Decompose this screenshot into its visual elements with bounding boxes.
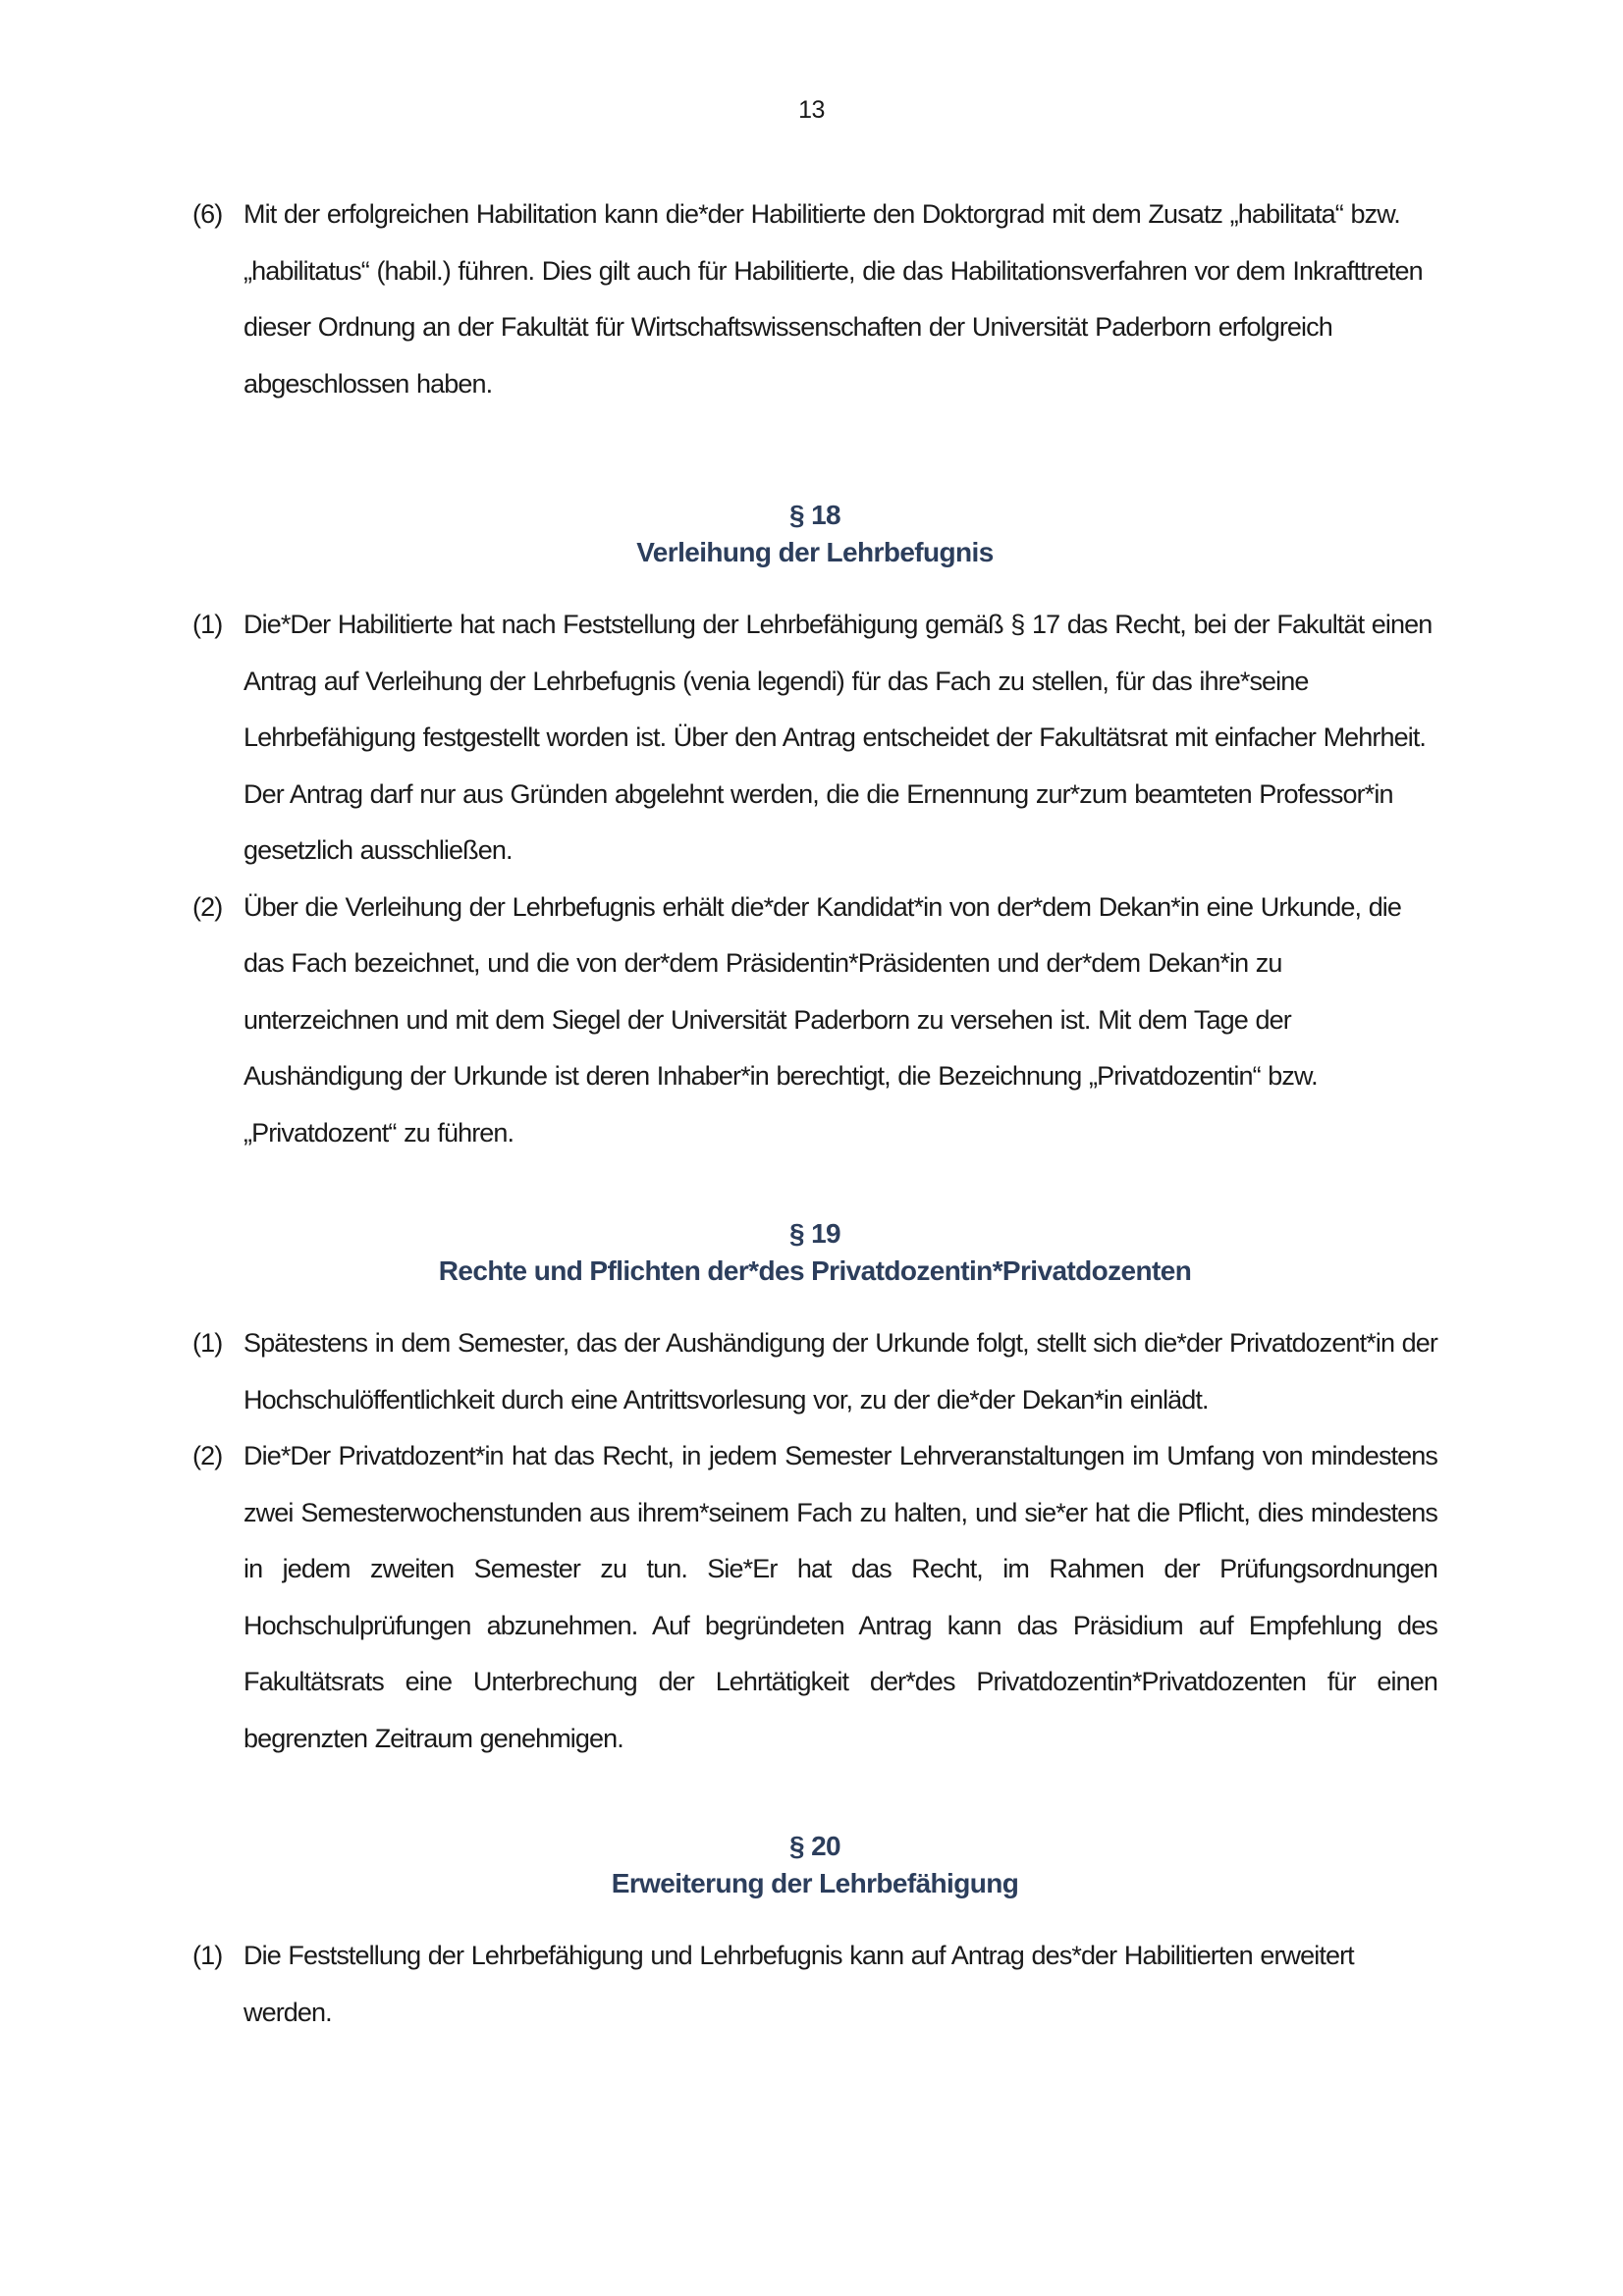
section-heading-18 xyxy=(192,497,1437,571)
section-number: § 19 xyxy=(788,1218,841,1249)
paragraph-number: (1) xyxy=(192,610,223,639)
paragraph-17-6 xyxy=(192,187,1437,412)
section-number: § 18 xyxy=(788,500,841,530)
paragraph-18-2 xyxy=(192,880,1437,1162)
paragraph-text: Die*Der Privatdozent*in hat das Recht, in jedem Semester Lehrveranstaltungen im Umfang von mindestens zwei Semesterwochenstunden aus ihrem*seinem Fach zu halten, und sie*er hat die Pflicht, dies mindestens in jedem zweiten Semester zu tun. Sie*Er hat das Recht, im Rahmen der Prüfungsordnungen Hochschulprüfungen abzunehmen. Auf begründeten Antrag kann das Präsidium auf Empfehlung des Fakultätsrats eine Unterbrechung der Lehrtätigkeit der*des Privatdozentin*Privatdozenten für einen begrenzten Zeitraum genehmigen. xyxy=(243,1441,1437,1753)
paragraph-text: Die Feststellung der Lehrbefähigung und Lehrbefugnis kann auf Antrag des*der Habilitierten erweitert werden. xyxy=(243,1941,1354,2027)
paragraph-number: (2) xyxy=(192,1441,223,1470)
paragraph-text: Über die Verleihung der Lehrbefugnis erhält die*der Kandidat*in von der*dem Dekan*in eine Urkunde, die das Fach bezeichnet, und die von der*dem Präsidentin*Präsidenten und der*dem Dekan*in zu unterzeichnen und mit dem Siegel der Universität Paderborn zu versehen ist. Mit dem Tage der Aushändigung der Urkunde ist deren Inhaber*in berechtigt, die Bezeichnung „Privatdozentin“ bzw. „Privatdozent“ zu führen. xyxy=(243,891,1402,1148)
section-heading-20 xyxy=(192,1828,1437,1902)
paragraph-number: (2) xyxy=(192,891,223,922)
page-number: 13 xyxy=(798,96,825,124)
paragraph-20-1 xyxy=(192,1928,1437,2041)
paragraph-19-1 xyxy=(192,1315,1437,1428)
paragraph-text: Mit der erfolgreichen Habilitation kann die*der Habilitierte den Doktorgrad mit dem Zusatz „habilitata“ bzw. „habilitatus“ (habil.) führen. Dies gilt auch für Habilitierte, die das Habilitationsverfahren vor dem Inkrafttreten dieser Ordnung an der Fakultät für Wirtschaftswissenschaften der Universität Paderborn erfolgreich abgeschlossen haben. xyxy=(243,199,1423,399)
paragraph-number: (1) xyxy=(192,1941,223,1970)
document-body xyxy=(192,187,1437,2041)
section-heading-19 xyxy=(192,1215,1437,1290)
paragraph-19-2 xyxy=(192,1428,1437,1767)
paragraph-number: (1) xyxy=(192,1328,223,1358)
section-number: § 20 xyxy=(788,1831,841,1861)
paragraph-number: (6) xyxy=(192,199,223,229)
paragraph-text: Die*Der Habilitierte hat nach Feststellung der Lehrbefähigung gemäß § 17 das Recht, bei der Fakultät einen Antrag auf Verleihung der Lehrbefugnis (venia legendi) für das Fach zu stellen, für das ihre*seine Lehrbefähigung festgestellt worden ist. Über den Antrag entscheidet der Fakultätsrat mit einfacher Mehrheit. Der Antrag darf nur aus Gründen abgelehnt werden, die die Ernennung zur*zum beamteten Professor*in gesetzlich ausschließen. xyxy=(243,610,1433,865)
section-title: Verleihung der Lehrbefugnis xyxy=(636,537,994,567)
section-title: Erweiterung der Lehrbefähigung xyxy=(611,1868,1019,1898)
paragraph-18-1 xyxy=(192,597,1437,880)
section-title: Rechte und Pflichten der*des Privatdozentin*Privatdozenten xyxy=(438,1255,1192,1286)
paragraph-text: Spätestens in dem Semester, das der Aushändigung der Urkunde folgt, stellt sich die*der Privatdozent*in der Hochschulöffentlichkeit durch eine Antrittsvorlesung vor, zu der die*der Dekan*in einlädt. xyxy=(243,1328,1437,1415)
